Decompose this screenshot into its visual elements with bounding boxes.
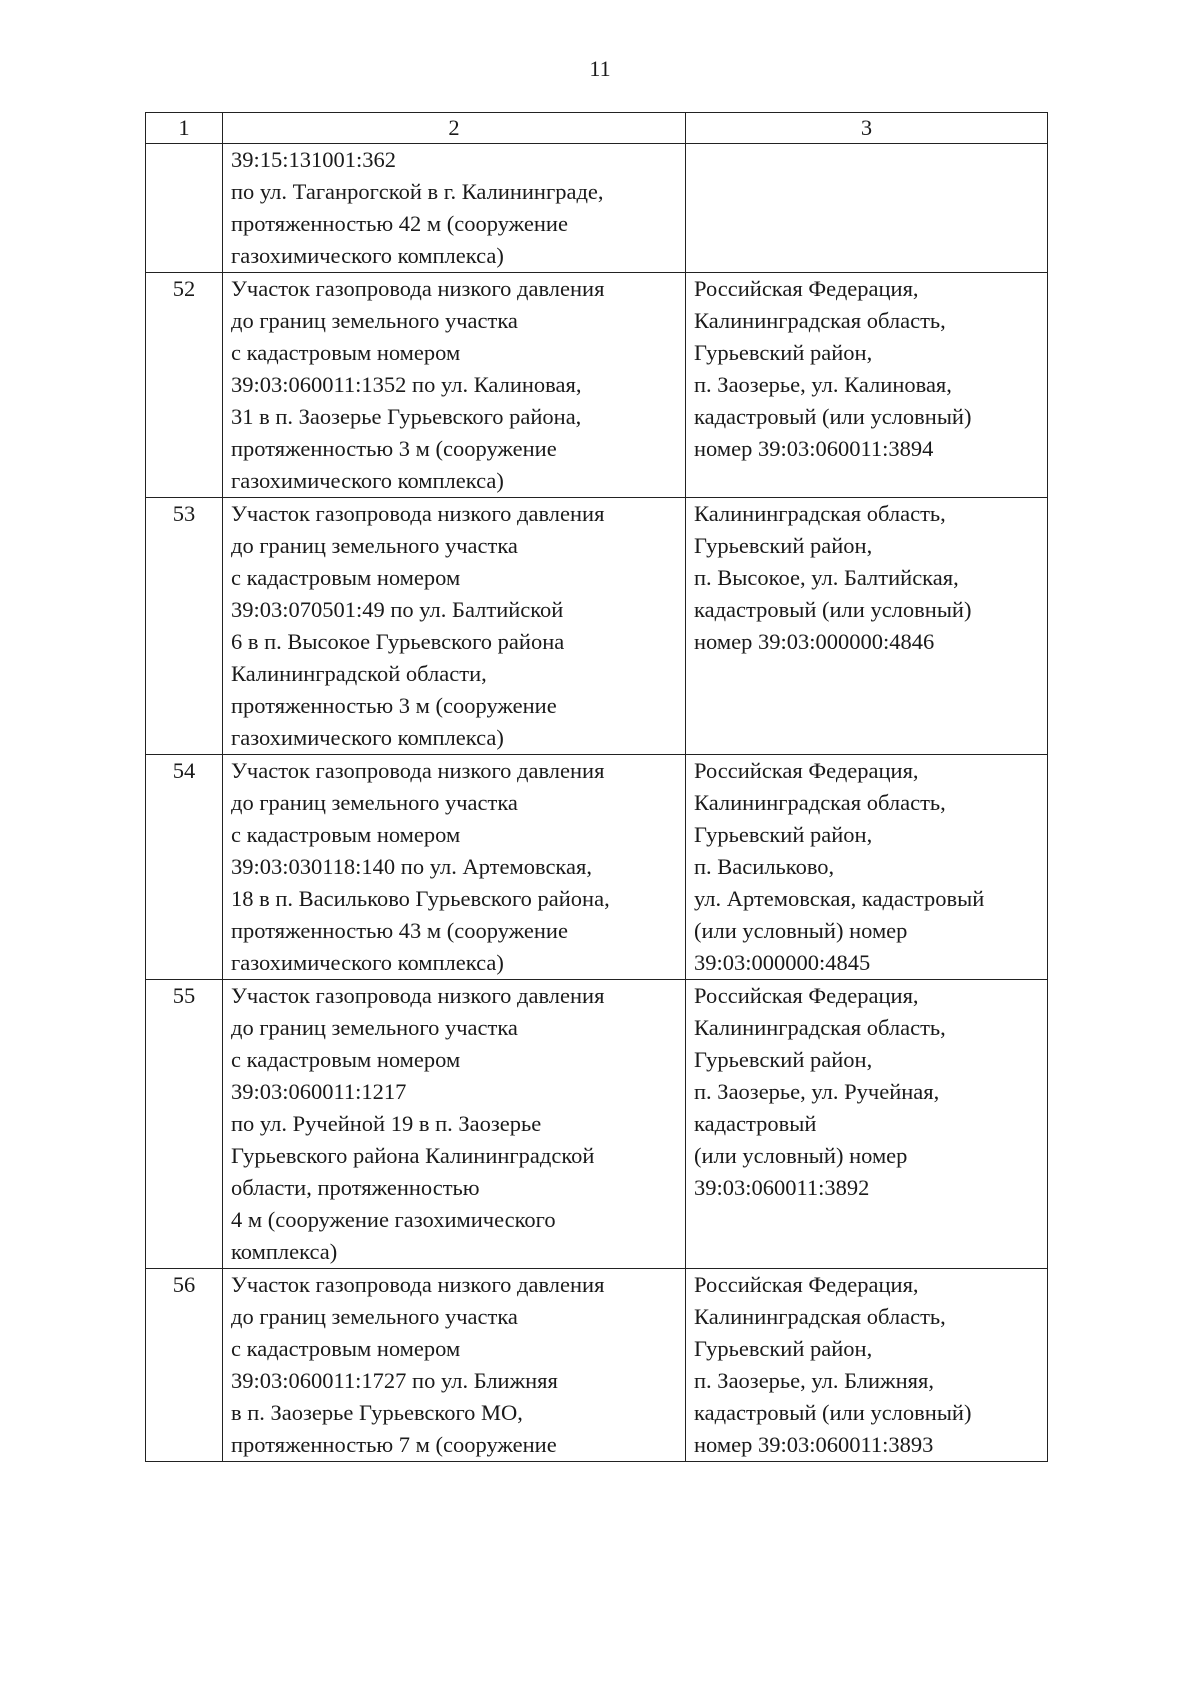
location-description bbox=[686, 980, 1048, 1269]
location-description bbox=[686, 144, 1048, 273]
object-description-line: 39:03:060011:1352 по ул. Калиновая, bbox=[231, 372, 582, 397]
object-description bbox=[223, 755, 686, 980]
row-number: 53 bbox=[146, 498, 223, 755]
location-description-line: Российская Федерация, bbox=[694, 276, 919, 301]
object-description-line: газохимического комплекса) bbox=[231, 468, 504, 493]
location-description-line: Калининградская область, bbox=[694, 1015, 946, 1040]
location-description-line: номер 39:03:060011:3894 bbox=[694, 436, 934, 461]
row-number: 54 bbox=[146, 755, 223, 980]
row-number: 56 bbox=[146, 1269, 223, 1462]
location-description-line: Российская Федерация, bbox=[694, 1272, 919, 1297]
location-description-line: (или условный) номер bbox=[694, 918, 908, 943]
object-description-line: по ул. Таганрогской в г. Калининграде, bbox=[231, 179, 604, 204]
location-description bbox=[686, 273, 1048, 498]
object-description-line: до границ земельного участка bbox=[231, 533, 518, 558]
object-description-line: газохимического комплекса) bbox=[231, 725, 504, 750]
object-description-line: 39:03:070501:49 по ул. Балтийской bbox=[231, 597, 564, 622]
location-description-line: кадастровый (или условный) bbox=[694, 404, 972, 429]
object-description bbox=[223, 273, 686, 498]
table-row bbox=[146, 755, 1048, 980]
object-description-line: протяженностью 43 м (сооружение bbox=[231, 918, 568, 943]
location-description-line: Калининградская область, bbox=[694, 790, 946, 815]
location-description-line: Гурьевский район, bbox=[694, 822, 873, 847]
object-description-line: протяженностью 7 м (сооружение bbox=[231, 1432, 557, 1457]
location-description-line: Калининградская область, bbox=[694, 501, 946, 526]
object-description-line: Участок газопровода низкого давления bbox=[231, 501, 605, 526]
table-row bbox=[146, 1269, 1048, 1462]
object-description bbox=[223, 144, 686, 273]
object-description-line: с кадастровым номером bbox=[231, 1336, 461, 1361]
object-description-line: до границ земельного участка bbox=[231, 1015, 518, 1040]
page-number: 11 bbox=[589, 56, 611, 81]
location-description-line: п. Заозерье, ул. Ближняя, bbox=[694, 1368, 934, 1393]
location-description-line: Российская Федерация, bbox=[694, 983, 919, 1008]
object-description-line: до границ земельного участка bbox=[231, 308, 518, 333]
object-description-line: в п. Заозерье Гурьевского МО, bbox=[231, 1400, 523, 1425]
object-description-line: 39:03:060011:1727 по ул. Ближняя bbox=[231, 1368, 558, 1393]
table-row bbox=[146, 144, 1048, 273]
location-description-line: п. Заозерье, ул. Калиновая, bbox=[694, 372, 952, 397]
table-body bbox=[146, 144, 1048, 1462]
table-row bbox=[146, 980, 1048, 1269]
object-description-line: 6 в п. Высокое Гурьевского района bbox=[231, 629, 565, 654]
location-description-line: номер 39:03:060011:3893 bbox=[694, 1432, 934, 1457]
row-number: 55 bbox=[146, 980, 223, 1269]
location-description-line: 39:03:060011:3892 bbox=[694, 1175, 870, 1200]
object-description-line: с кадастровым номером bbox=[231, 822, 461, 847]
registry-table bbox=[145, 112, 1048, 1462]
object-description-line: области, протяженностью bbox=[231, 1175, 480, 1200]
location-description-line: ул. Артемовская, кадастровый bbox=[694, 886, 985, 911]
object-description-line: до границ земельного участка bbox=[231, 790, 518, 815]
object-description-line: 31 в п. Заозерье Гурьевского района, bbox=[231, 404, 582, 429]
location-description-line: Российская Федерация, bbox=[694, 758, 919, 783]
table-header bbox=[146, 113, 1048, 144]
object-description-line: до границ земельного участка bbox=[231, 1304, 518, 1329]
object-description-line: с кадастровым номером bbox=[231, 340, 461, 365]
object-description-line: с кадастровым номером bbox=[231, 565, 461, 590]
location-description bbox=[686, 498, 1048, 755]
location-description-line: п. Высокое, ул. Балтийская, bbox=[694, 565, 959, 590]
object-description-line: Участок газопровода низкого давления bbox=[231, 276, 605, 301]
object-description-line: 39:03:060011:1217 bbox=[231, 1079, 407, 1104]
location-description bbox=[686, 1269, 1048, 1462]
location-description-line: номер 39:03:000000:4846 bbox=[694, 629, 935, 654]
column-header-number: 1 bbox=[146, 113, 223, 144]
object-description-line: комплекса) bbox=[231, 1239, 338, 1264]
location-description-line: Гурьевский район, bbox=[694, 1336, 873, 1361]
object-description-line: протяженностью 42 м (сооружение bbox=[231, 211, 568, 236]
location-description-line: п. Васильково, bbox=[694, 854, 835, 879]
location-description-line: Гурьевский район, bbox=[694, 533, 873, 558]
object-description-line: газохимического комплекса) bbox=[231, 950, 504, 975]
object-description-line: Участок газопровода низкого давления bbox=[231, 983, 605, 1008]
location-description-line: кадастровый (или условный) bbox=[694, 1400, 972, 1425]
location-description-line: п. Заозерье, ул. Ручейная, bbox=[694, 1079, 940, 1104]
location-description-line: (или условный) номер bbox=[694, 1143, 908, 1168]
header-row bbox=[146, 113, 1048, 144]
table-row bbox=[146, 273, 1048, 498]
location-description-line: Гурьевский район, bbox=[694, 1047, 873, 1072]
object-description-line: Калининградской области, bbox=[231, 661, 487, 686]
object-description-line: 4 м (сооружение газохимического bbox=[231, 1207, 556, 1232]
object-description-line: 39:15:131001:362 bbox=[231, 147, 397, 172]
object-description bbox=[223, 1269, 686, 1462]
location-description-line: кадастровый (или условный) bbox=[694, 597, 972, 622]
object-description-line: Гурьевского района Калининградской bbox=[231, 1143, 595, 1168]
location-description bbox=[686, 755, 1048, 980]
object-description bbox=[223, 980, 686, 1269]
location-description-line: Калининградская область, bbox=[694, 1304, 946, 1329]
object-description-line: с кадастровым номером bbox=[231, 1047, 461, 1072]
object-description-line: протяженностью 3 м (сооружение bbox=[231, 436, 557, 461]
location-description-line: кадастровый bbox=[694, 1111, 817, 1136]
object-description-line: 18 в п. Васильково Гурьевского района, bbox=[231, 886, 610, 911]
row-number: 52 bbox=[146, 273, 223, 498]
object-description-line: газохимического комплекса) bbox=[231, 243, 504, 268]
object-description-line: Участок газопровода низкого давления bbox=[231, 1272, 605, 1297]
object-description-line: Участок газопровода низкого давления bbox=[231, 758, 605, 783]
table-row bbox=[146, 498, 1048, 755]
location-description-line: 39:03:000000:4845 bbox=[694, 950, 871, 975]
object-description-line: протяженностью 3 м (сооружение bbox=[231, 693, 557, 718]
location-description-line: Калининградская область, bbox=[694, 308, 946, 333]
object-description-line: по ул. Ручейной 19 в п. Заозерье bbox=[231, 1111, 542, 1136]
row-number bbox=[146, 144, 223, 273]
column-header-object: 2 bbox=[223, 113, 686, 144]
column-header-location: 3 bbox=[686, 113, 1048, 144]
object-description-line: 39:03:030118:140 по ул. Артемовская, bbox=[231, 854, 592, 879]
location-description-line: Гурьевский район, bbox=[694, 340, 873, 365]
object-description bbox=[223, 498, 686, 755]
